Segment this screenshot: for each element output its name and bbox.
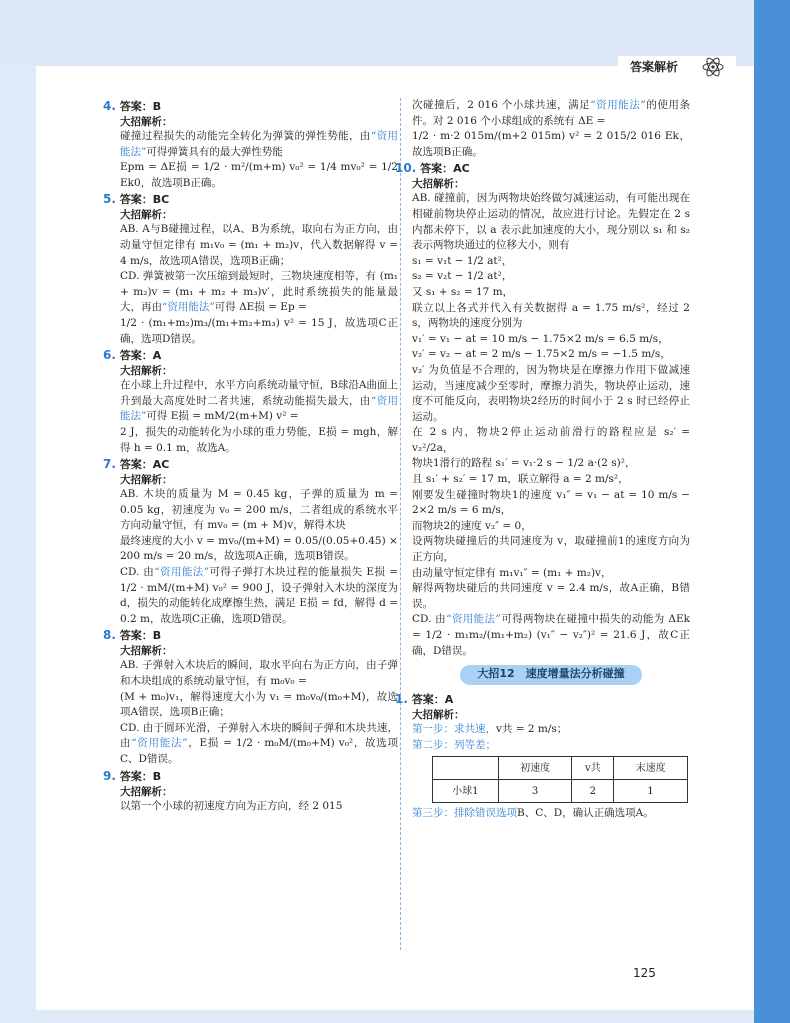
table-cell: v共: [572, 757, 614, 780]
question-heading: [103, 456, 398, 472]
step-3: [412, 806, 690, 822]
analysis-line: AB. 碰撞前，因为两物块始终做匀减速运动，有可能出现在相碰前物块停止运动的情况，故应进行讨论。先假定在 2 s 内都未停下，以 a 表示此加速度的大小，现分别以 s₁ 和 s₂ 表示两物块通过的位移大小，则有: [412, 192, 690, 252]
table-cell: 3: [498, 780, 572, 803]
question-heading: [395, 691, 690, 707]
velocity-table: [432, 756, 688, 803]
question-heading: [103, 627, 398, 643]
analysis-line: 在 2 s 内，物块2停止运动前滑行的路程应是 s₂′ = v₂²/2a，: [412, 426, 690, 454]
column-divider: [400, 98, 401, 950]
section12-question-1: [395, 691, 690, 822]
answer-label: 答案：BC: [119, 193, 170, 207]
question-heading: [395, 160, 690, 176]
continued-text: 次碰撞后，2 016 个小球共速，满足“资用能法”的使用条件。对 2 016 个小球组成的系统有 ΔE =: [412, 99, 690, 127]
analysis-line: CD. 由于圆环光滑，子弹射入木块的瞬间子弹和木块共速，由“资用能法”，E损 = 1/2 · m₀M/(m₀+M) v₀²，故选项C、D错误。: [120, 721, 398, 765]
analysis-line: 物块1滑行的路程 s₁′ = v₁·2 s − 1/2 a·(2 s)²，: [412, 457, 636, 470]
answer-label: 答案：B: [119, 100, 162, 113]
table-cell: 末速度: [614, 757, 688, 780]
step-1: [412, 722, 690, 738]
question-block: [103, 456, 398, 627]
table-header-row: [433, 757, 688, 780]
table-cell: 小球1: [433, 780, 499, 803]
table-cell: 初速度: [498, 757, 572, 780]
step-1-text: v共 = 2 m/s；: [496, 723, 568, 736]
question-number: 8.: [103, 628, 116, 643]
question-heading: [103, 98, 398, 114]
answer-label: 答案：AC: [420, 162, 470, 176]
step-2-label: 第二步：列等差；: [412, 738, 496, 751]
analysis-line: 刚要发生碰撞时物块1的速度 v₁″ = v₁ − at = 10 m/s − 2×2 m/s = 6 m/s，: [412, 488, 690, 517]
analysis-line: 且 s₁′ + s₂′ = 17 m，联立解得 a = 2 m/s²，: [412, 473, 629, 486]
analysis-line: AB. 木块的质量为 M = 0.45 kg，子弹的质量为 m = 0.05 kg，初速度为 v₀ = 200 m/s，二者组成的系统水平方向动量守恒，有 mv₀ = (m + M)v，解得木块: [120, 488, 398, 532]
question-number: 6.: [103, 348, 116, 363]
analysis-line: 解得两物块碰后的共同速度 v = 2.4 m/s，故A正确，B错误。: [412, 582, 690, 610]
analysis-line: s₂ = v₂t − 1/2 at²，: [412, 270, 513, 283]
answer-label: 答案：A: [411, 693, 454, 707]
analysis-label: 大招解析：: [120, 116, 173, 128]
right-edge-strip: [754, 0, 790, 1023]
step-3-text: B、C、D，确认正确选项A。: [517, 807, 654, 820]
question-block: [103, 191, 398, 347]
question-heading: [103, 347, 398, 363]
analysis-line: v₂′ 为负值是不合理的，因为物块是在摩擦力作用下做减速运动，当速度减少至零时，摩擦力消失，物块停止运动，速度不可能反向，表明物块2经历的时间小于 2 s 时已经停止运动。: [412, 363, 690, 423]
question-number: 10.: [395, 161, 417, 176]
analysis-line: CD. 弹簧被第一次压缩到最短时，三物块速度相等，有 (m₁ + m₂)v = (m₁ + m₂ + m₃)v′，此时系统损失的能量最大，再由“资用能法”可得 ΔE损 = Ep =: [120, 270, 398, 314]
analysis-line: 设两物块碰撞后的共同速度为 v，取碰撞前1的速度方向为正方向，: [412, 535, 690, 564]
analysis-label: 大招解析：: [120, 209, 173, 222]
analysis-line: CD. 由“资用能法”可得子弹打木块过程的能量损失 E损 = 1/2 · mM/(m+M) v₀² = 900 J，设子弹射入木块的深度为 d，损失的动能转化成摩擦生热，满足 E损 = fd，解得 d = 0.2 m，故选项C正确，选项D错误。: [120, 566, 398, 625]
analysis-line: 2 J，损失的动能转化为小球的重力势能，E损 = mgh，解得 h = 0.1 m，故选A。: [120, 425, 398, 454]
analysis-line: 以第一个小球的初速度方向为正方向，经 2 015: [120, 799, 343, 812]
analysis-line: v₂′ = v₂ − at = 2 m/s − 1.75×2 m/s = −1.5 m/s，: [412, 348, 671, 361]
analysis-line: CD. 由“资用能法”可得两物块在碰撞中损失的动能为 ΔEk = 1/2 · m₁m₂/(m₁+m₂) (v₁″ − v₂″)² = 21.6 J，故C正确，D错误。: [412, 613, 690, 657]
analysis-line: Epm = ΔE损 = 1/2 · m²/(m+m) v₀² = 1/4 mv₀² = 1/2 Ek0，故选项B正确。: [120, 161, 398, 189]
analysis-line: 最终速度的大小 v = mv₀/(m+M) = 0.05/(0.05+0.45) ×: [120, 534, 398, 547]
analysis-line: 又 s₁ + s₂ = 17 m，: [412, 285, 514, 298]
analysis-line: AB. 子弹射入木块后的瞬间，取水平向右为正方向，由子弹和木块组成的系统动量守恒，有 m₀v₀ =: [120, 659, 398, 688]
analysis-line: 200 m/s = 20 m/s，故选项A正确，选项B错误。: [120, 550, 355, 563]
step-1-label: 第一步：求共速，: [412, 723, 496, 736]
answer-label: 答案：B: [119, 769, 162, 783]
left-column: [103, 98, 399, 814]
analysis-line: s₁ = v₁t − 1/2 at²，: [412, 254, 513, 267]
question-heading: [103, 191, 398, 207]
analysis-label: 大招解析：: [120, 365, 173, 378]
analysis-line: 联立以上各式并代入有关数据得 a = 1.75 m/s²，经过 2 s，两物块的速度分别为: [412, 301, 690, 330]
analysis-line: (M + m₀)v₁，解得速度大小为 v₁ = m₀v₀/(m₀+M)，故选项A错误，选项B正确；: [120, 690, 398, 719]
analysis-line: 碰撞过程损失的动能完全转化为弹簧的弹性势能，由“资用能法”可得弹簧具有的最大弹性势能: [120, 130, 399, 158]
analysis-label: 大招解析：: [120, 785, 173, 798]
analysis-line: 1/2 · (m₁+m₂)m₃/(m₁+m₂+m₃) v² = 15 J，故选项C正确，选项D错误。: [120, 316, 398, 345]
question-heading: [103, 768, 398, 784]
page-number: 125: [633, 966, 656, 980]
question-number: 4.: [103, 99, 116, 113]
answer-label: 答案：AC: [119, 458, 170, 472]
table-cell: [433, 757, 499, 780]
question-number: 5.: [103, 192, 116, 207]
question-number: 7.: [103, 457, 116, 472]
analysis-body: [412, 191, 690, 659]
table-cell: 1: [614, 780, 688, 803]
step-2: [412, 738, 690, 754]
question-block: [103, 627, 398, 767]
header-title: 答案解析: [630, 60, 679, 74]
answer-label: 答案：A: [119, 349, 162, 363]
analysis-label: 大招解析：: [412, 178, 465, 191]
question-number: 1.: [395, 692, 408, 707]
analysis-label: 大招解析：: [412, 709, 465, 722]
question-10: [395, 160, 690, 659]
right-column: [395, 98, 690, 822]
question-number: 9.: [103, 768, 116, 783]
step-3-label: 第三步：排除错误选项: [412, 807, 517, 820]
question-block: [103, 768, 398, 815]
analysis-label: 大招解析：: [120, 474, 173, 487]
analysis-line: 在小球上升过程中，水平方向系统动量守恒，B球沿A曲面上升到最大高度处时二者共速，系统动能损失最大，由“资用能法”可得 E损 = mM/2(m+M) v² =: [120, 379, 399, 423]
question-block: [103, 347, 399, 456]
analysis-line: 而物块2的速度 v₂″ = 0，: [412, 519, 532, 532]
answer-label: 答案：B: [119, 629, 162, 643]
section-banner: 大招12 速度增量法分析碰撞: [460, 665, 642, 685]
analysis-line: v₁′ = v₁ − at = 10 m/s − 1.75×2 m/s = 6.5 m/s，: [412, 332, 669, 345]
question-block: [103, 98, 399, 191]
atom-icon: [702, 56, 724, 78]
table-row: [433, 780, 688, 803]
analysis-line: 由动量守恒定律有 m₁v₁″ = (m₁ + m₂)v，: [412, 566, 612, 579]
table-cell: 2: [572, 780, 614, 803]
continued-formula: 1/2 · m·2 015m/(m+2 015m) v² = 2 015/2 016 Ek，故选项B正确。: [412, 130, 690, 158]
analysis-label: 大招解析：: [120, 645, 173, 658]
analysis-line: AB. A与B碰撞过程，以A、B为系统，取向右为正方向，由动量守恒定律有 m₁v₀ = (m₁ + m₂)v，代入数据解得 v = 4 m/s，故选项A错误，选项B正确；: [120, 223, 398, 267]
